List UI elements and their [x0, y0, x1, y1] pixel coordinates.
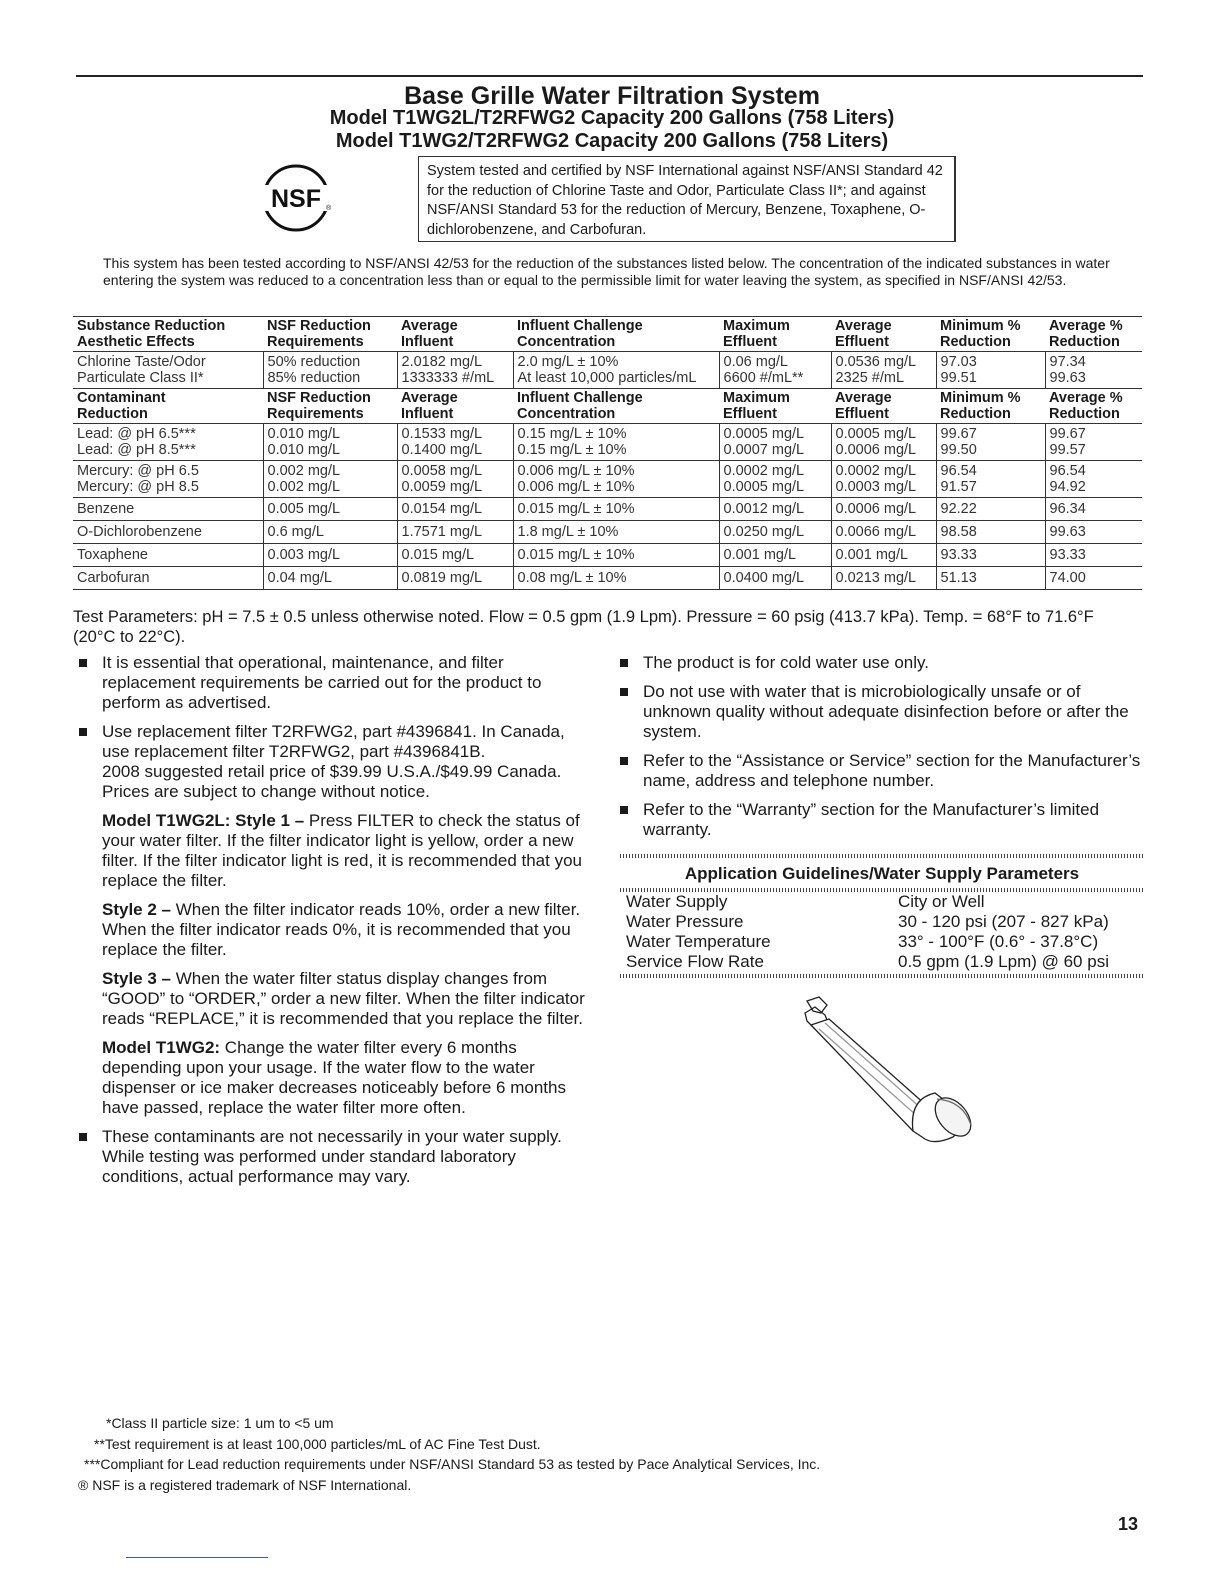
top-rule	[76, 75, 1143, 77]
table-cell: 0.6 mg/L	[263, 521, 397, 544]
table-cell: 30 - 120 psi (207 - 827 kPa)	[898, 912, 1109, 931]
table-cell: Maximum Effluent	[723, 390, 790, 422]
style-2-note: Style 2 – When the filter indicator reads 10%, order a new filter. When the filter indicator reads 0%, it is recommended that you replace the filter.	[102, 900, 581, 959]
table-cell: Average Effluent	[835, 390, 892, 422]
table-cell: 0.5 gpm (1.9 Lpm) @ 60 psi	[898, 952, 1109, 971]
price-note: 2008 suggested retail price of $39.99 U.S.A./$49.99 Canada. Prices are subject to change without notice.	[102, 762, 562, 801]
bullet-icon	[620, 659, 628, 667]
table-cell: Influent Challenge Concentration	[517, 318, 643, 350]
table-cell: 0.0005 mg/L 0.0006 mg/L	[831, 424, 936, 461]
page-title: Base Grille Water Filtration System	[404, 82, 820, 110]
table-row	[73, 544, 1142, 567]
table-cell: 0.0058 mg/L 0.0059 mg/L	[397, 461, 513, 498]
t1wg2-note: Model T1WG2: Change the water filter every 6 months depending upon your usage. If the water flow to the water dispenser or ice maker decreases noticeably before 6 months have passed, replace the water filter more often.	[102, 1038, 566, 1117]
intro-text: This system has been tested according to NSF/ANSI 42/53 for the reduction of the substances listed below. The concentration of the indicated substances in water entering the system was reduced to a concentration less than or equal to the permissible limit for water leaving the system, as specified in NSF/ANSI 42/53.	[103, 255, 1110, 288]
footnote: **Test requirement is at least 100,000 particles/mL of AC Fine Test Dust.	[94, 1435, 541, 1452]
table-cell: Average Influent	[401, 390, 458, 422]
table-cell: Contaminant Reduction	[77, 390, 166, 422]
footnote: ***Compliant for Lead reduction requirements under NSF/ANSI Standard 53 as tested by Pace Analytical Services, Inc.	[84, 1456, 821, 1472]
table-cell: 0.0066 mg/L	[831, 521, 936, 544]
table-cell: 0.0002 mg/L 0.0005 mg/L	[719, 461, 831, 498]
nsf-logo	[256, 163, 336, 233]
right-column	[620, 653, 1144, 978]
table-cell: 0.015 mg/L ± 10%	[513, 544, 719, 567]
page-number: 13	[1118, 1514, 1139, 1534]
table-cell: 0.015 mg/L	[397, 544, 513, 567]
table-cell: 1.8 mg/L ± 10%	[513, 521, 719, 544]
table-row	[620, 932, 1144, 952]
table-cell: Lead: @ pH 6.5*** Lead: @ pH 8.5***	[77, 426, 196, 458]
bullet-icon	[79, 659, 87, 667]
certification-box: System tested and certified by NSF International against NSF/ANSI Standard 42 for the reduction of Chlorine Taste and Odor, Particulate Class II*; and against NSF/ANSI Standard 53 for the reduction of Mercury, Benzene, Toxaphene, O-dichlorobenzene, and Carbofuran.	[418, 156, 956, 242]
table-cell: Minimum % Reduction	[940, 390, 1021, 422]
table-cell: 0.0002 mg/L 0.0003 mg/L	[831, 461, 936, 498]
table-cell: Average % Reduction	[1049, 318, 1123, 350]
table-cell: 0.015 mg/L ± 10%	[513, 498, 719, 521]
table-cell: 0.001 mg/L	[719, 544, 831, 567]
table-cell: City or Well	[898, 892, 985, 911]
table-cell: Influent Challenge Concentration	[517, 390, 643, 422]
table-cell: 0.1533 mg/L 0.1400 mg/L	[397, 424, 513, 461]
table-cell: 51.13	[936, 567, 1045, 590]
table-cell: 0.15 mg/L ± 10% 0.15 mg/L ± 10%	[513, 424, 719, 461]
test-parameters: Test Parameters: pH = 7.5 ± 0.5 unless otherwise noted. Flow = 0.5 gpm (1.9 Lpm). Pressure = 60 psig (413.7 kPa). Temp. = 68°F to 71.6°F (20°C to 22°C).	[73, 608, 1094, 646]
table-cell: 99.67 99.57	[1045, 424, 1142, 461]
table-cell: Carbofuran	[77, 570, 150, 586]
table-cell: 92.22	[936, 498, 1045, 521]
table-cell: 0.0006 mg/L	[831, 498, 936, 521]
table-cell: 0.0400 mg/L	[719, 567, 831, 590]
table-cell: 0.005 mg/L	[263, 498, 397, 521]
table-cell: 0.010 mg/L 0.010 mg/L	[263, 424, 397, 461]
table-cell: Toxaphene	[77, 547, 148, 563]
table-cell: 93.33	[1045, 544, 1142, 567]
table-row	[620, 892, 1144, 912]
list-item: These contaminants are not necessarily in your water supply. While testing was performed under standard laboratory conditions, actual performance may vary.	[79, 1127, 594, 1187]
footnotes	[78, 1413, 978, 1495]
table-cell: 0.0250 mg/L	[719, 521, 831, 544]
table-cell: Substance Reduction Aesthetic Effects	[77, 318, 226, 350]
model-line-2: Model T1WG2/T2RFWG2 Capacity 200 Gallons (758 Liters)	[335, 130, 889, 152]
table-cell: 96.54 91.57	[936, 461, 1045, 498]
table-row	[73, 352, 1142, 389]
table-cell: 1.7571 mg/L	[397, 521, 513, 544]
performance-table	[73, 316, 1142, 590]
table-row	[73, 461, 1142, 498]
style-3-note: Style 3 – When the water filter status display changes from “GOOD” to “ORDER,” order a new filter. When the filter indicator reads “REPLACE,” it is recommended that you replace the filter.	[102, 969, 585, 1028]
table-cell: 98.58	[936, 521, 1045, 544]
table-cell: 97.03 99.51	[936, 352, 1045, 389]
divider	[620, 854, 1144, 858]
table-cell: Water Supply	[626, 892, 728, 911]
table-row	[620, 952, 1144, 972]
table-header-row	[73, 317, 1142, 352]
water-filter-illustration	[785, 995, 995, 1145]
table-cell: O-Dichlorobenzene	[77, 524, 202, 540]
table-cell: 99.67 99.50	[936, 424, 1045, 461]
table-cell: Maximum Effluent	[723, 318, 790, 350]
list-item: Use replacement filter T2RFWG2, part #4396841. In Canada, use replacement filter T2RFWG2, part #4396841B. 2008 suggested retail price of $39.99 U.S.A./$49.99 Canada. Prices are subject to change without notice. Model T1WG2L: Style 1 – Press FILTER to check the status of your water filter. If the filter indicator light is yellow, order a new filter. If the filter indicator light is red, it is recommended that you replace the filter. Style 2 – When the filter indicator reads 10%, order a new filter. When the filter indicator reads 0%, it is recommended that you replace the filter. Style 3 – When the water filter status display changes from “GOOD” to “ORDER,” order a new filter. When the filter indicator reads “REPLACE,” it is recommended that you replace the filter. Model T1WG2: Change the water filter every 6 months depending upon your usage. If the water flow to the water dispenser or ice maker decreases noticeably before 6 months have passed, replace the water filter more often.	[79, 722, 594, 1118]
table-row	[73, 498, 1142, 521]
application-guidelines-title: Application Guidelines/Water Supply Parameters	[684, 864, 1080, 883]
table-cell: 97.34 99.63	[1045, 352, 1142, 389]
table-cell: Average % Reduction	[1049, 390, 1123, 422]
list-item: It is essential that operational, maintenance, and filter replacement requirements be carried out for the product to perform as advertised.	[79, 653, 594, 713]
table-cell: 0.002 mg/L 0.002 mg/L	[263, 461, 397, 498]
table-cell: Average Influent	[401, 318, 458, 350]
table-cell: 0.0819 mg/L	[397, 567, 513, 590]
table-cell: Minimum % Reduction	[940, 318, 1021, 350]
table-cell: Average Effluent	[835, 318, 892, 350]
table-header-row	[73, 389, 1142, 424]
table-cell: 96.34	[1045, 498, 1142, 521]
list-item: The product is for cold water use only.	[620, 653, 1144, 673]
table-cell: 0.04 mg/L	[263, 567, 397, 590]
bullet-icon	[79, 728, 87, 736]
table-row	[73, 521, 1142, 544]
table-cell: Service Flow Rate	[626, 952, 764, 971]
table-cell: 93.33	[936, 544, 1045, 567]
model-line-1: Model T1WG2L/T2RFWG2 Capacity 200 Gallons (758 Liters)	[329, 107, 895, 129]
table-cell: 2.0 mg/L ± 10% At least 10,000 particles/mL	[513, 352, 719, 389]
table-cell: 74.00	[1045, 567, 1142, 590]
table-cell: 0.0012 mg/L	[719, 498, 831, 521]
bullet-icon	[620, 688, 628, 696]
table-cell: 0.0213 mg/L	[831, 567, 936, 590]
blue-rule	[126, 1557, 268, 1558]
table-row	[73, 567, 1142, 590]
table-cell: 0.0536 mg/L 2325 #/mL	[831, 352, 936, 389]
table-cell: Benzene	[77, 501, 135, 517]
table-cell: 96.54 94.92	[1045, 461, 1142, 498]
table-cell: 0.0154 mg/L	[397, 498, 513, 521]
table-row	[620, 912, 1144, 932]
list-item: Do not use with water that is microbiologically unsafe or of unknown quality without adequate disinfection before or after the system.	[620, 682, 1144, 742]
footnote: ® NSF is a registered trademark of NSF International.	[78, 1476, 412, 1493]
bullet-icon	[620, 757, 628, 765]
divider	[620, 974, 1144, 978]
table-cell: 0.001 mg/L	[831, 544, 936, 567]
table-cell: NSF Reduction Requirements	[267, 390, 371, 422]
table-cell: 0.006 mg/L ± 10% 0.006 mg/L ± 10%	[513, 461, 719, 498]
table-row	[73, 424, 1142, 461]
table-cell: 99.63	[1045, 521, 1142, 544]
style-1-note: Model T1WG2L: Style 1 – Press FILTER to check the status of your water filter. If the filter indicator light is yellow, order a new filter. If the filter indicator light is red, it is recommended that you replace the filter.	[102, 811, 582, 890]
table-cell: Water Pressure	[626, 912, 744, 931]
left-column	[79, 653, 594, 1196]
bullet-icon	[79, 1133, 87, 1141]
table-cell: Mercury: @ pH 6.5 Mercury: @ pH 8.5	[77, 463, 199, 495]
list-item: Refer to the “Assistance or Service” section for the Manufacturer’s name, address and telephone number.	[620, 751, 1144, 791]
list-item: Refer to the “Warranty” section for the Manufacturer’s limited warranty.	[620, 800, 1144, 840]
table-cell: 2.0182 mg/L 1333333 #/mL	[397, 352, 513, 389]
bullet-icon	[620, 806, 628, 814]
table-cell: 50% reduction 85% reduction	[263, 352, 397, 389]
application-guidelines-table	[620, 892, 1144, 972]
table-cell: 0.003 mg/L	[263, 544, 397, 567]
table-cell: 33° - 100°F (0.6° - 37.8°C)	[898, 932, 1099, 951]
table-cell: Water Temperature	[626, 932, 771, 951]
table-cell: 0.0005 mg/L 0.0007 mg/L	[719, 424, 831, 461]
table-cell: NSF Reduction Requirements	[267, 318, 371, 350]
nsf-logo-text: NSF	[271, 185, 321, 213]
table-cell: 0.06 mg/L 6600 #/mL**	[719, 352, 831, 389]
svg-text:®: ®	[326, 205, 332, 212]
table-cell: Chlorine Taste/Odor Particulate Class II*	[77, 354, 206, 386]
table-cell: 0.08 mg/L ± 10%	[513, 567, 719, 590]
footnote: *Class II particle size: 1 um to <5 um	[106, 1415, 334, 1431]
